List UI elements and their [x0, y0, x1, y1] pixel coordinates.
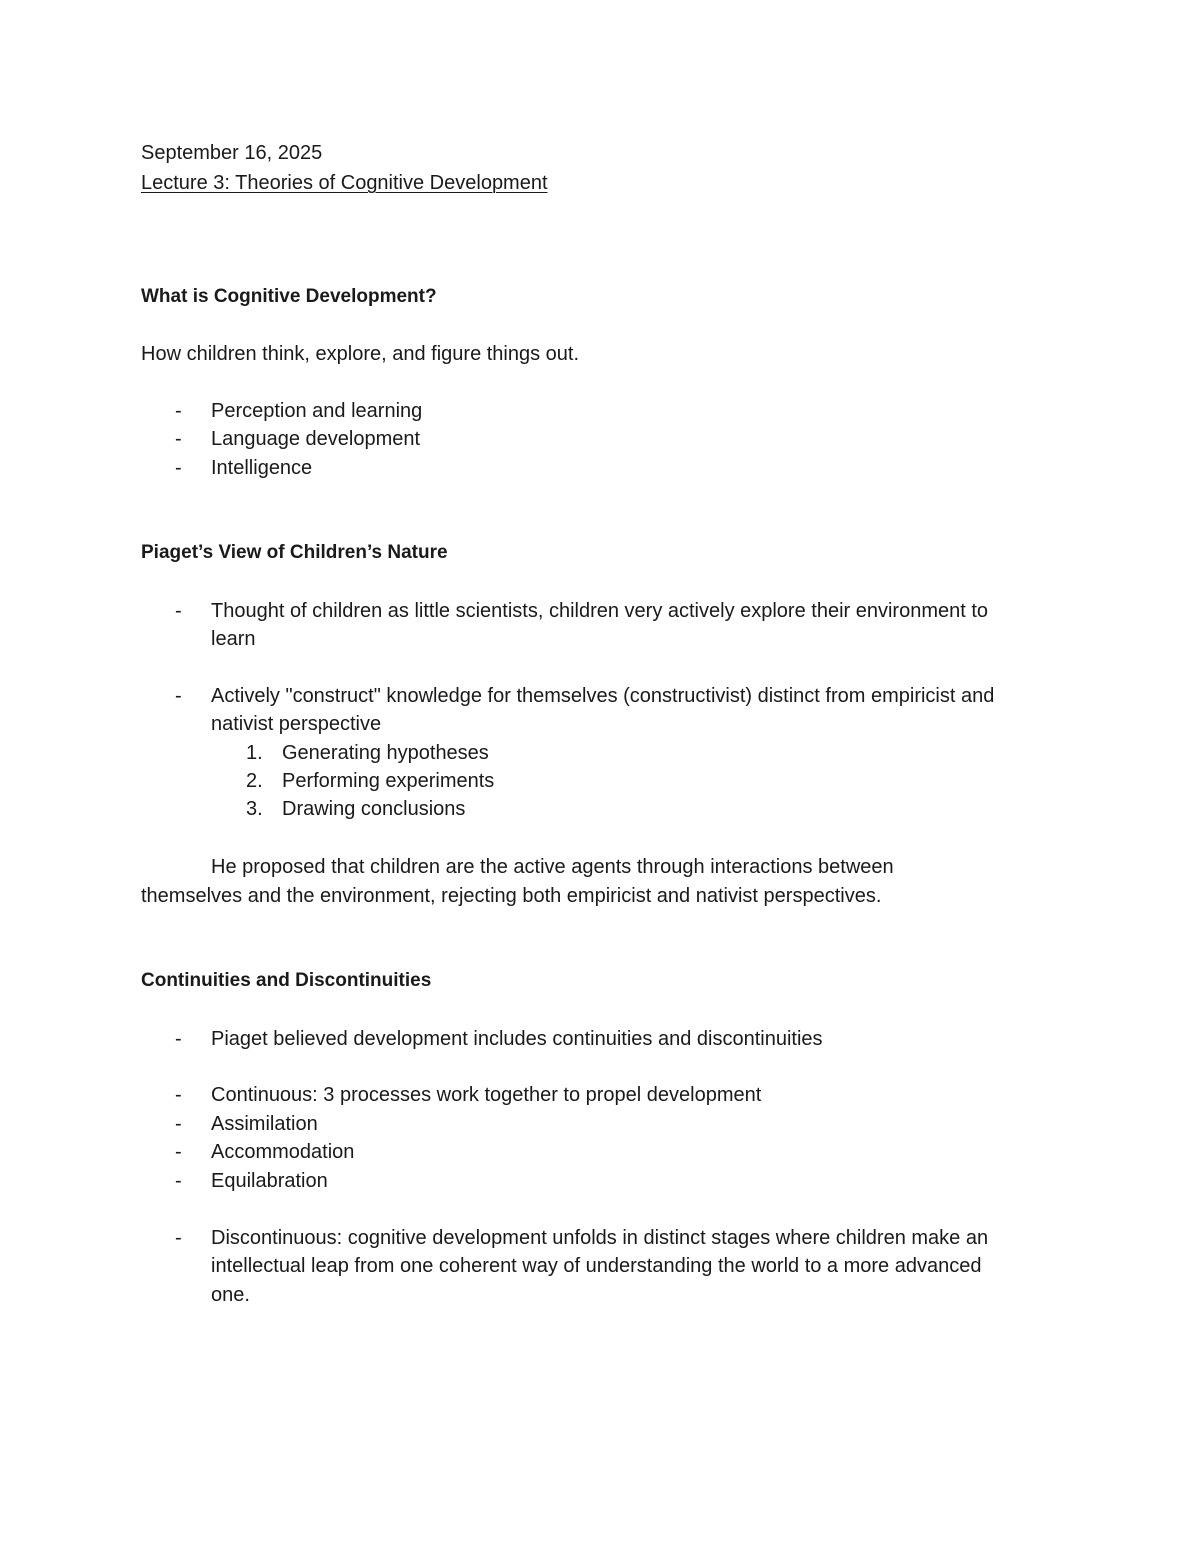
- section-heading-continuities: Continuities and Discontinuities: [141, 970, 432, 991]
- bullet-dash: -: [175, 400, 182, 422]
- list-item-line: Thought of children as little scientists, children very actively explore their environment to: [211, 600, 989, 622]
- lecture-date: September 16, 2025: [141, 142, 323, 164]
- section-intro: How children think, explore, and figure things out.: [141, 343, 580, 365]
- lecture-title: Lecture 3: Theories of Cognitive Development: [141, 172, 548, 194]
- bullet-dash: -: [175, 428, 182, 450]
- list-item: Accommodation: [211, 1141, 355, 1163]
- list-item: Piaget believed development includes continuities and discontinuities: [211, 1028, 823, 1050]
- bullet-dash: -: [175, 1170, 182, 1192]
- bullet-dash: -: [175, 1028, 182, 1050]
- list-item-line: one.: [211, 1284, 250, 1306]
- list-item-line: intellectual leap from one coherent way of understanding the world to a more advanced: [211, 1255, 982, 1277]
- bullet-dash: -: [175, 1084, 182, 1106]
- numbered-item: Drawing conclusions: [282, 798, 466, 820]
- numbered-marker: 1.: [246, 742, 263, 764]
- bullet-dash: -: [175, 1113, 182, 1135]
- bullet-dash: -: [175, 685, 182, 707]
- numbered-marker: 3.: [246, 798, 263, 820]
- section-heading-cognitive-development: What is Cognitive Development?: [141, 286, 437, 307]
- section-heading-piaget-view: Piaget’s View of Children’s Nature: [141, 542, 448, 563]
- bullet-dash: -: [175, 1141, 182, 1163]
- list-item: Continuous: 3 processes work together to propel development: [211, 1084, 762, 1106]
- bullet-dash: -: [175, 600, 182, 622]
- bullet-dash: -: [175, 457, 182, 479]
- list-item: Language development: [211, 428, 421, 450]
- bullet-dash: -: [175, 1227, 182, 1249]
- list-item: Perception and learning: [211, 400, 423, 422]
- list-item: Equilabration: [211, 1170, 328, 1192]
- list-item: Assimilation: [211, 1113, 318, 1135]
- list-item-line: nativist perspective: [211, 713, 382, 735]
- numbered-item: Performing experiments: [282, 770, 495, 792]
- paragraph-line: He proposed that children are the active agents through interactions between: [211, 856, 894, 878]
- list-item-line: learn: [211, 628, 256, 650]
- list-item: Intelligence: [211, 457, 313, 479]
- numbered-marker: 2.: [246, 770, 263, 792]
- numbered-item: Generating hypotheses: [282, 742, 489, 764]
- paragraph-line: themselves and the environment, rejecting both empiricist and nativist perspectives.: [141, 885, 882, 907]
- list-item-line: Actively "construct" knowledge for themselves (constructivist) distinct from empiricist and: [211, 685, 995, 707]
- list-item-line: Discontinuous: cognitive development unfolds in distinct stages where children make an: [211, 1227, 989, 1249]
